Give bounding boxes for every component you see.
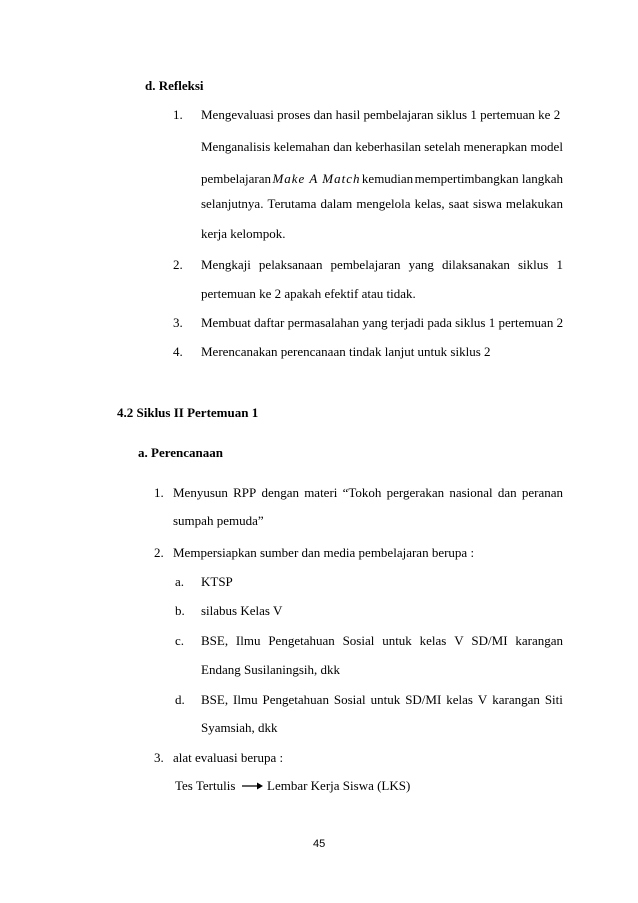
perencanaan-item-number: 1. (154, 485, 164, 500)
subitem-line: BSE, Ilmu Pengetahuan Sosial untuk kelas V SD/MI karangan (201, 633, 563, 648)
subitem-line: silabus Kelas V (201, 603, 283, 618)
right-arrow-icon (242, 780, 264, 792)
refleksi-item-line: Menganalisis kelemahan dan keberhasilan setelah menerapkan model (201, 139, 563, 154)
section-heading: 4.2 Siklus II Pertemuan 1 (117, 405, 259, 420)
perencanaan-item-line: Mempersiapkan sumber dan media pembelajaran berupa : (173, 545, 475, 560)
refleksi-item-line: Merencanakan perencanaan tindak lanjut untuk siklus 2 (201, 344, 491, 359)
page-number: 45 (313, 838, 326, 850)
refleksi-item-line: Mengkaji pelaksanaan pembelajaran yang dilaksanakan siklus 1 (201, 257, 563, 272)
refleksi-item-number: 2. (173, 257, 183, 272)
tes-tertulis-label: Tes Tertulis (175, 778, 236, 793)
subitem-line: Syamsiah, dkk (201, 720, 278, 735)
refleksi-heading: d. Refleksi (145, 78, 204, 93)
refleksi-item-line: pembelajaran Make A Match kemudian mempertimbangkan langkah (201, 171, 563, 186)
perencanaan-item-line: alat evaluasi berupa : (173, 750, 284, 765)
subitem-line: BSE, Ilmu Pengetahuan Sosial untuk SD/MI kelas V karangan Siti (201, 692, 563, 707)
subitem-letter: b. (175, 603, 185, 618)
subitem-line: KTSP (201, 574, 233, 589)
refleksi-item-line: pertemuan ke 2 apakah efektif atau tidak. (201, 286, 416, 301)
perencanaan-item-line: Menyusun RPP dengan materi “Tokoh pergerakan nasional dan peranan (173, 485, 563, 500)
subitem-letter: a. (175, 574, 185, 589)
refleksi-item-number: 4. (173, 344, 183, 359)
refleksi-item-number: 1. (173, 107, 183, 122)
refleksi-item-line: selanjutnya. Terutama dalam mengelola kelas, saat siswa melakukan (201, 196, 563, 211)
perencanaan-heading: a. Perencanaan (138, 445, 223, 460)
refleksi-item-line: Membuat daftar permasalahan yang terjadi pada siklus 1 pertemuan 2 (201, 315, 564, 330)
perencanaan-item-number: 2. (154, 545, 164, 560)
perencanaan-item-line: sumpah pemuda” (173, 513, 264, 528)
subitem-letter: d. (175, 692, 185, 707)
subitem-letter: c. (175, 633, 185, 648)
lks-label: Lembar Kerja Siswa (LKS) (267, 778, 411, 793)
refleksi-item-line: kerja kelompok. (201, 226, 286, 241)
refleksi-item-number: 3. (173, 315, 183, 330)
perencanaan-item-number: 3. (154, 750, 164, 765)
subitem-line: Endang Susilaningsih, dkk (201, 662, 341, 677)
refleksi-item-line: Mengevaluasi proses dan hasil pembelajaran siklus 1 pertemuan ke 2 (201, 107, 561, 122)
